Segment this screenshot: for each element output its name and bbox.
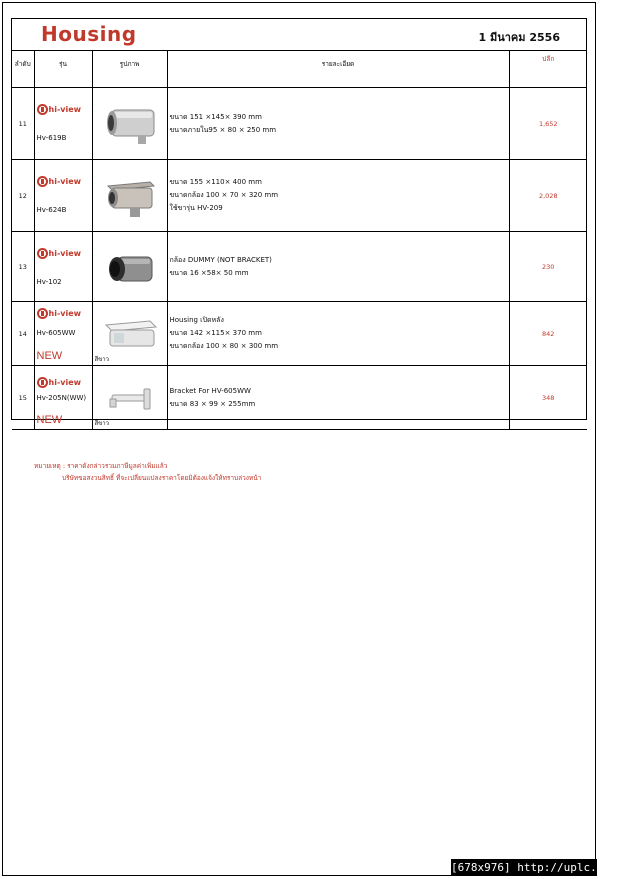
model-name: Hv-624B — [36, 206, 67, 214]
details-cell — [167, 302, 509, 366]
camera-housing-image — [100, 104, 160, 148]
new-badge: NEW — [36, 414, 63, 426]
detail-line: ขนาด 142 ×115× 370 mm — [169, 329, 262, 337]
details-cell — [167, 232, 509, 302]
row-number: 14 — [12, 302, 34, 366]
note-line: บริษัทขอสงวนสิทธิ์ ที่จะเปลี่ยนแปลงราคาโดยมิต้องแจ้งให้ทราบล่วงหน้า — [62, 474, 262, 482]
white-housing-image — [100, 317, 160, 357]
logo-ring-icon — [37, 308, 48, 319]
table-row — [12, 232, 587, 302]
detail-line: ขนาด 151 ×145× 390 mm — [169, 112, 262, 121]
image-host-footer: [678x976] http://uplc.me/ — [451, 861, 617, 874]
detail-line: Bracket For HV-605WW — [169, 386, 251, 395]
logo-ring-icon — [37, 248, 48, 259]
table-row — [12, 160, 587, 232]
table-row — [12, 366, 587, 430]
notes-block — [34, 460, 261, 484]
dummy-camera-image — [100, 247, 160, 291]
picture-cell — [92, 160, 167, 232]
model-cell — [34, 160, 92, 232]
hi-view-logo: hi-view — [37, 306, 82, 320]
price-table — [12, 50, 587, 430]
column-header-picture: รูปภาพ — [92, 51, 167, 88]
picture-cell — [92, 302, 167, 366]
color-note: สีขาว — [94, 356, 110, 363]
column-header-price: ปลีก — [509, 51, 587, 88]
detail-line: ขนาด 16 ×58× 50 mm — [169, 268, 249, 277]
camera-housing-image — [100, 176, 160, 220]
detail-line: ขนาดกล้อง 100 × 80 × 300 mm — [169, 342, 279, 350]
picture-cell — [92, 366, 167, 430]
table-row — [12, 302, 587, 366]
logo-ring-icon — [37, 176, 48, 187]
table-header-row — [12, 51, 587, 88]
sheet-date: 1 มีนาคม 2556 — [478, 31, 560, 44]
note-line: หมายเหตุ : ราคาดังกล่าวรวมภาษีมูลค่าเพิ่มแล้ว — [34, 462, 168, 470]
color-note: สีขาว — [94, 420, 110, 427]
column-header-no: ลำดับ — [12, 51, 34, 88]
page-title: Housing — [41, 22, 137, 46]
price-cell: 348 — [509, 366, 587, 430]
model-name: Hv-205N(WW) — [36, 394, 87, 402]
model-cell — [34, 366, 92, 430]
model-name: Hv-619B — [36, 134, 67, 142]
row-number: 13 — [12, 232, 34, 302]
detail-line: Housing เปิดหลัง — [169, 316, 224, 324]
model-name: Hv-102 — [36, 278, 62, 286]
picture-cell — [92, 88, 167, 160]
model-name: Hv-605WW — [36, 329, 76, 337]
details-cell — [167, 160, 509, 232]
model-cell — [34, 302, 92, 366]
logo-ring-icon — [37, 104, 48, 115]
row-number: 15 — [12, 366, 34, 430]
price-sheet — [11, 18, 587, 427]
hi-view-logo: hi-view — [37, 246, 82, 260]
picture-cell — [92, 232, 167, 302]
hi-view-logo: hi-view — [37, 174, 82, 188]
details-cell — [167, 366, 509, 430]
price-cell: 230 — [509, 232, 587, 302]
column-header-details: รายละเอียด — [167, 51, 509, 88]
detail-line: ขนาดกล้อง 100 × 70 × 320 mm — [169, 191, 279, 199]
logo-ring-icon — [37, 377, 48, 388]
table-row — [12, 88, 587, 160]
hi-view-logo: hi-view — [37, 375, 82, 389]
column-header-model: รุ่น — [34, 51, 92, 88]
model-cell — [34, 232, 92, 302]
new-badge: NEW — [36, 350, 63, 362]
detail-line: กล้อง DUMMY (NOT BRACKET) — [169, 255, 272, 264]
price-cell: 2,028 — [509, 160, 587, 232]
bracket-image — [100, 381, 160, 421]
details-cell — [167, 88, 509, 160]
price-cell: 842 — [509, 302, 587, 366]
row-number: 12 — [12, 160, 34, 232]
hi-view-logo: hi-view — [37, 102, 82, 116]
detail-line: ขนาดภายใน95 × 80 × 250 mm — [169, 125, 277, 134]
model-cell — [34, 88, 92, 160]
detail-line: ขนาด 155 ×110× 400 mm — [169, 178, 262, 186]
detail-line: ขนาด 83 × 99 × 255mm — [169, 399, 256, 408]
price-cell: 1,652 — [509, 88, 587, 160]
row-number: 11 — [12, 88, 34, 160]
title-bar — [12, 19, 586, 51]
detail-line: ใช้ขารุ่น HV-209 — [169, 204, 223, 212]
